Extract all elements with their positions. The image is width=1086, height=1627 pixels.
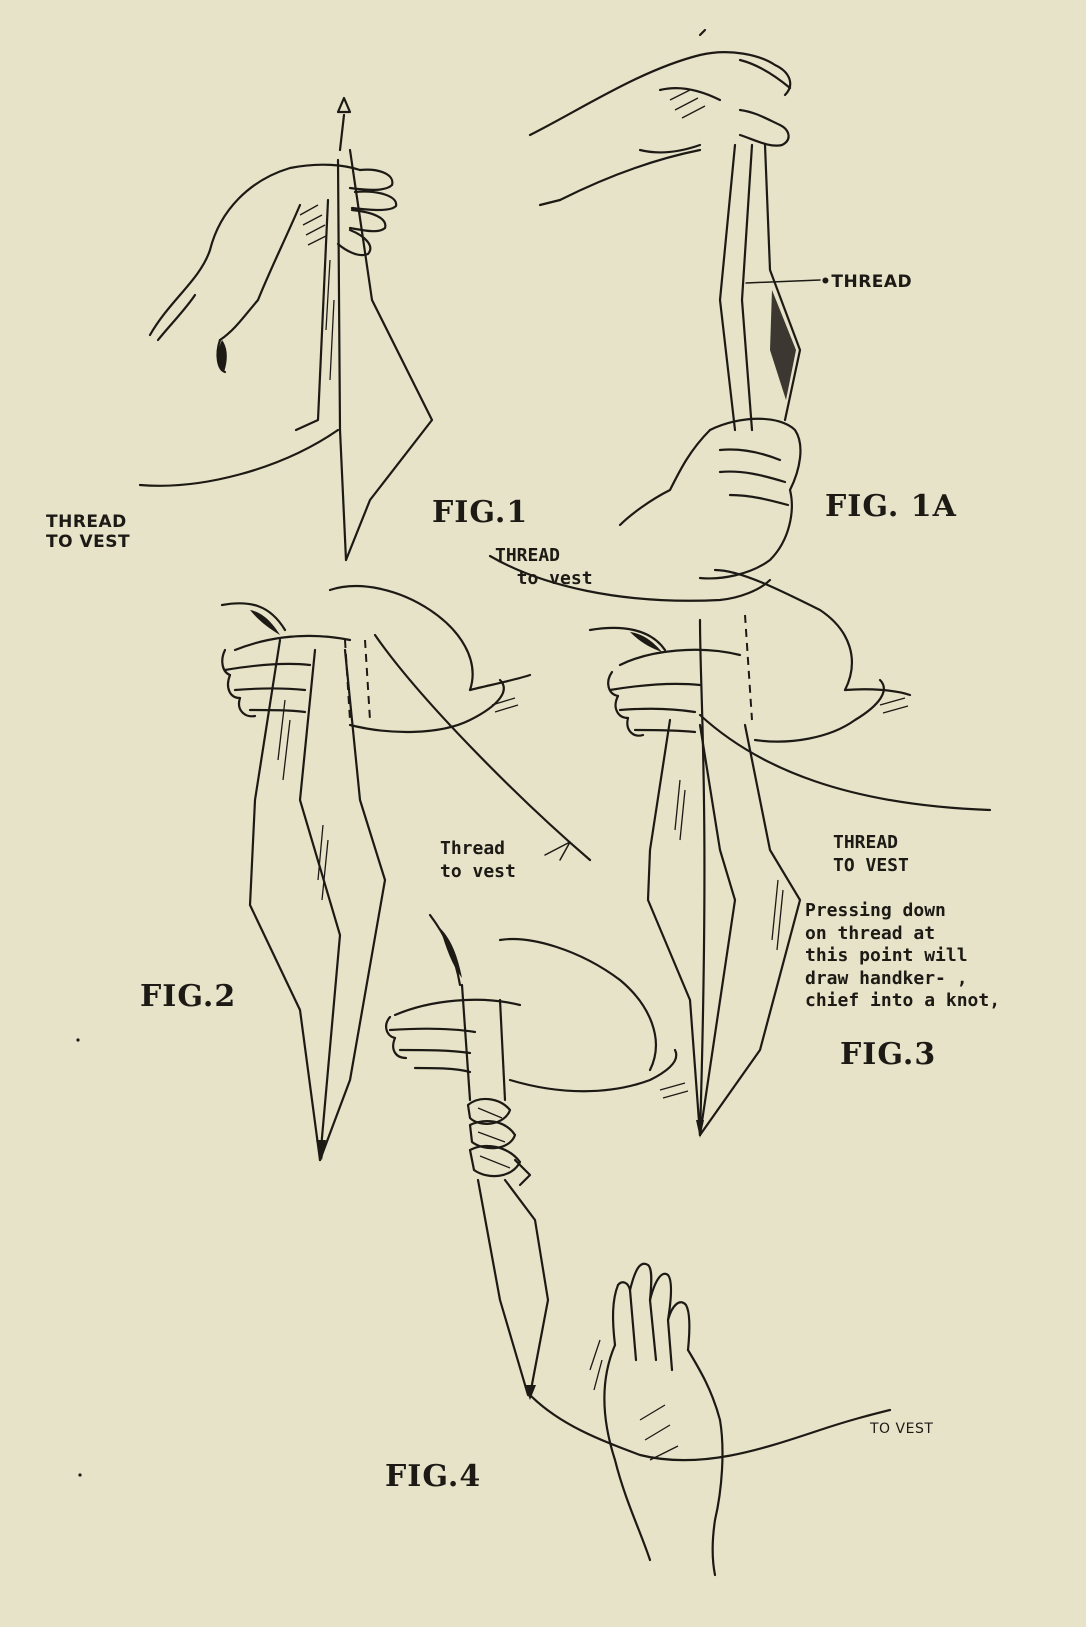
pressing-down-note: Pressing down on thread at this point will draw handker- , chief into a knot, — [805, 900, 1001, 1011]
fig3-label: FIG.3 — [840, 1037, 937, 1072]
fig2-label: FIG.2 — [140, 979, 237, 1014]
fig1-drawing — [140, 98, 432, 560]
fig2-drawing — [222, 586, 590, 1160]
thread-to-vest-label-left: THREAD TO VEST — [46, 512, 131, 553]
thread-to-vest-label-fig3: THREAD TO VEST — [833, 832, 909, 876]
fig4-label: FIG.4 — [385, 1459, 482, 1494]
fig1a-drawing — [490, 30, 820, 601]
fig1-label: FIG.1 — [432, 495, 529, 530]
thread-to-vest-label-fig1a: THREAD to vest — [495, 545, 593, 589]
thread-label-fig1a: •THREAD — [820, 272, 913, 292]
thread-to-vest-label-fig2: Thread to vest — [440, 838, 516, 882]
to-vest-label-bottom: TO VEST — [870, 1421, 934, 1437]
fig1a-label: FIG. 1A — [825, 489, 957, 524]
